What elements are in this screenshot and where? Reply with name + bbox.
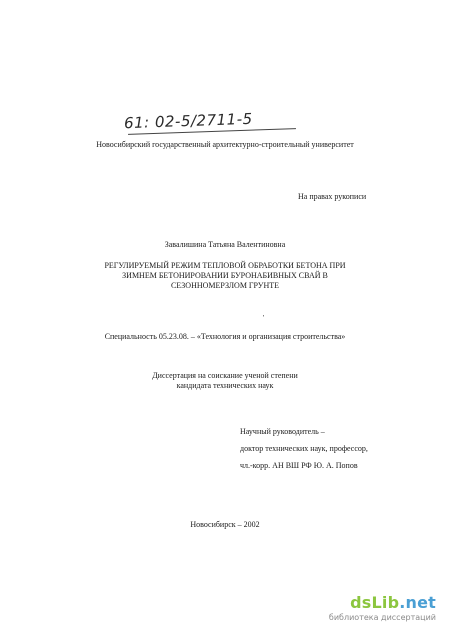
watermark-tagline: библиотека диссертаций	[328, 613, 436, 622]
dslib-watermark	[318, 593, 436, 622]
author-name: Завалишина Татьяна Валентиновна	[164, 240, 286, 249]
title-line: РЕГУЛИРУЕМЫЙ РЕЖИМ ТЕПЛОВОЙ ОБРАБОТКИ БЕТОНА ПРИ	[104, 261, 346, 270]
supervisor-line: доктор технических наук, профессор,	[240, 444, 368, 453]
degree-line: кандидата технических наук	[176, 381, 274, 390]
watermark-brand-part2: .net	[399, 593, 436, 612]
supervisor-line: чл.-корр. АН ВШ РФ Ю. А. Попов	[240, 461, 358, 470]
degree-line: Диссертация на соискание ученой степени	[152, 371, 298, 380]
dissertation-title	[90, 261, 360, 291]
title-line: ЗИМНЕМ БЕТОНИРОВАНИИ БУРОНАБИВНЫХ СВАЙ В	[122, 271, 328, 280]
degree-statement	[0, 371, 450, 391]
title-line: СЕЗОННОМЕРЗЛОМ ГРУНТЕ	[170, 281, 280, 290]
stray-mark: '	[263, 314, 265, 322]
university-name: Новосибирский государственный архитектурно-строительный университет	[96, 140, 354, 149]
watermark-brand-part1: dsLib	[350, 593, 400, 612]
handwritten-archive-code: 61: 02-5/2711-5	[123, 109, 253, 133]
speciality-line: Специальность 05.23.08. – «Технология и организация строительства»	[104, 332, 346, 341]
city-year: Новосибирск – 2002	[190, 520, 260, 529]
supervisor-line: Научный руководитель –	[240, 427, 325, 436]
supervisor-block	[240, 423, 368, 474]
watermark-brand	[318, 593, 436, 612]
manuscript-rights-note: На правах рукописи	[298, 192, 367, 201]
